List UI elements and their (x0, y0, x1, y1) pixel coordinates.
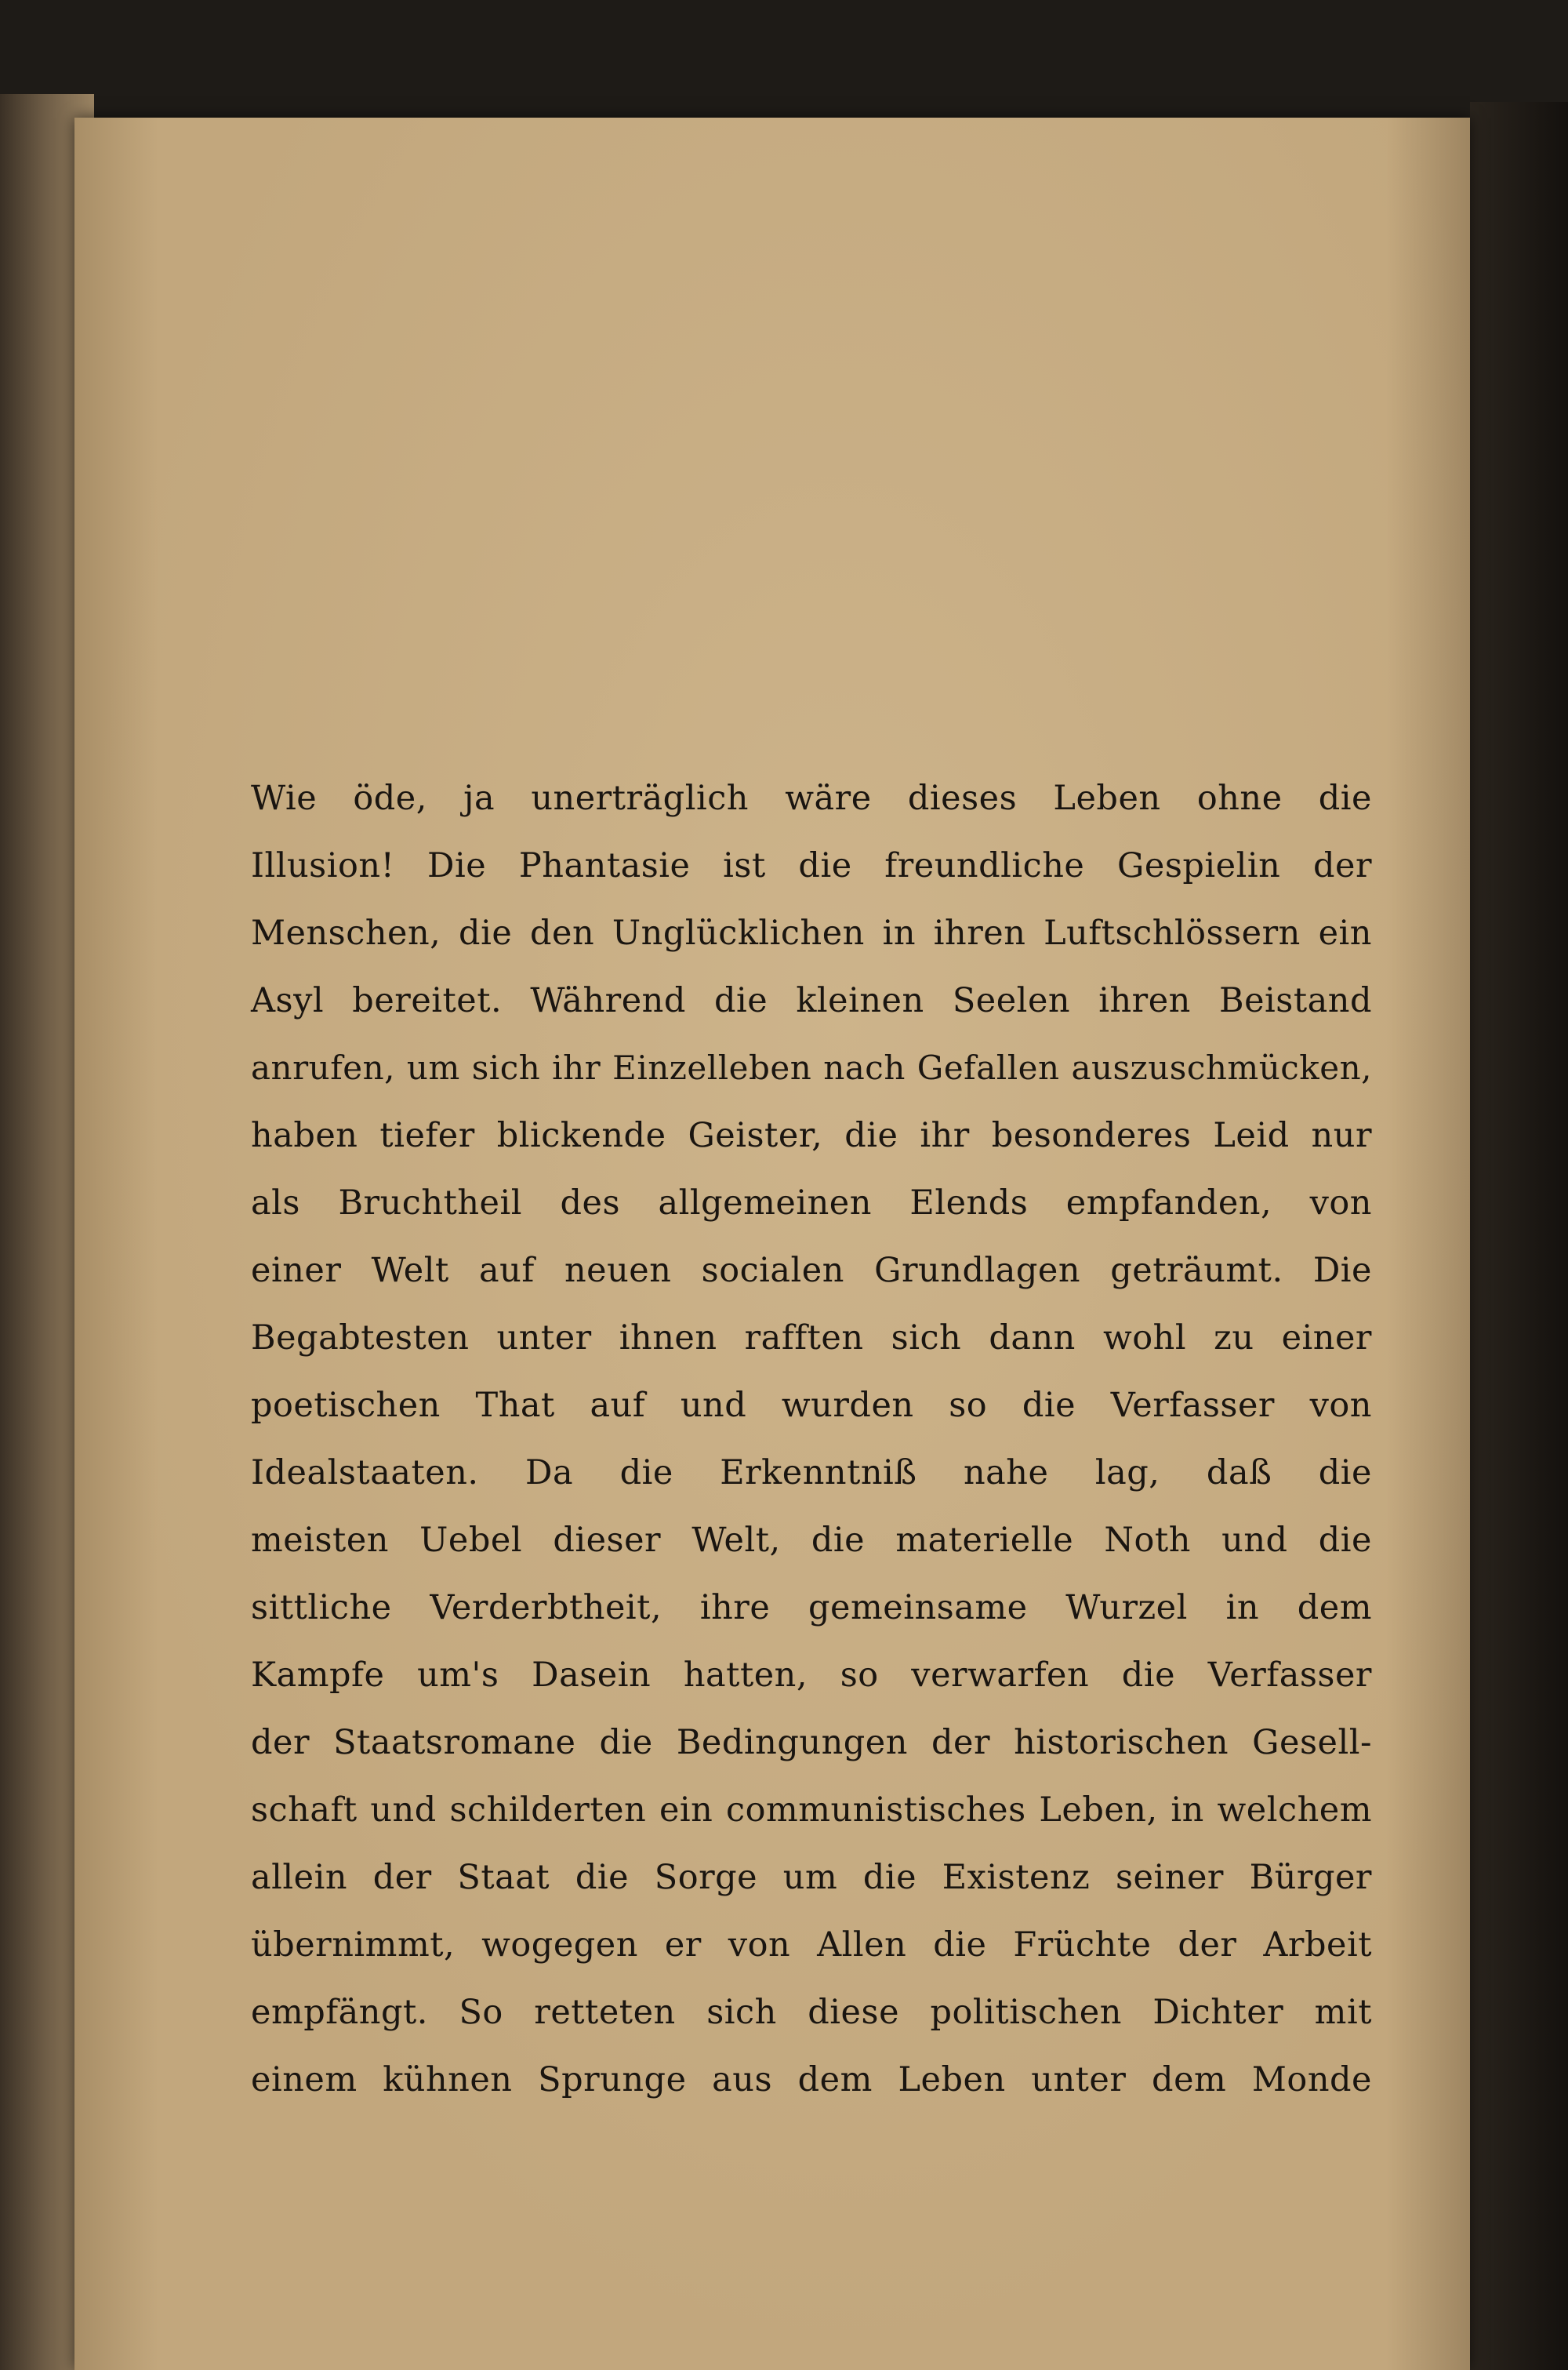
text-line: Begabtesten unter ihnen rafften sich dann wohl zu einer (251, 1318, 1372, 1358)
text-line: Asyl bereitet. Während die kleinen Seelen ihren Beistand (251, 981, 1372, 1020)
text-line: haben tiefer blickende Geister, die ihr besonderes Leid nur (251, 1116, 1372, 1155)
text-line: meisten Uebel dieser Welt, die materielle Noth und die (251, 1521, 1372, 1560)
text-line: der Staatsromane die Bedingungen der historischen Gesell- (251, 1723, 1372, 1762)
text-line: Wie öde, ja unerträglich wäre dieses Leben ohne die (251, 779, 1372, 818)
text-line: Menschen, die den Unglücklichen in ihren Luftschlössern ein (251, 914, 1372, 953)
body-text (251, 765, 1372, 2114)
text-line: allein der Staat die Sorge um die Existenz seiner Bürger (251, 1858, 1372, 1897)
text-line: Illusion! Die Phantasie ist die freundliche Gespielin der (251, 846, 1372, 885)
text-line: einem kühnen Sprunge aus dem Leben unter dem Monde (251, 2060, 1372, 2099)
text-line: sittliche Verderbtheit, ihre gemeinsame Wurzel in dem (251, 1588, 1372, 1627)
text-line: poetischen That auf und wurden so die Verfasser von (251, 1386, 1372, 1425)
text-line: übernimmt, wogegen er von Allen die Früchte der Arbeit (251, 1925, 1372, 1965)
book-right-edge (1470, 102, 1568, 2370)
text-line: anrufen, um sich ihr Einzelleben nach Gefallen auszuschmücken, (251, 1049, 1372, 1087)
text-line: schaft und schilderten ein communistisches Leben, in welchem (251, 1790, 1372, 1830)
text-line: einer Welt auf neuen socialen Grundlagen geträumt. Die (251, 1251, 1372, 1290)
text-line: als Bruchtheil des allgemeinen Elends empfanden, von (251, 1183, 1372, 1223)
text-line: Idealstaaten. Da die Erkenntniß nahe lag, daß die (251, 1453, 1372, 1492)
text-line: empfängt. So retteten sich diese politischen Dichter mit (251, 1993, 1372, 2032)
text-line: Kampfe um's Dasein hatten, so verwarfen die Verfasser (251, 1656, 1372, 1695)
